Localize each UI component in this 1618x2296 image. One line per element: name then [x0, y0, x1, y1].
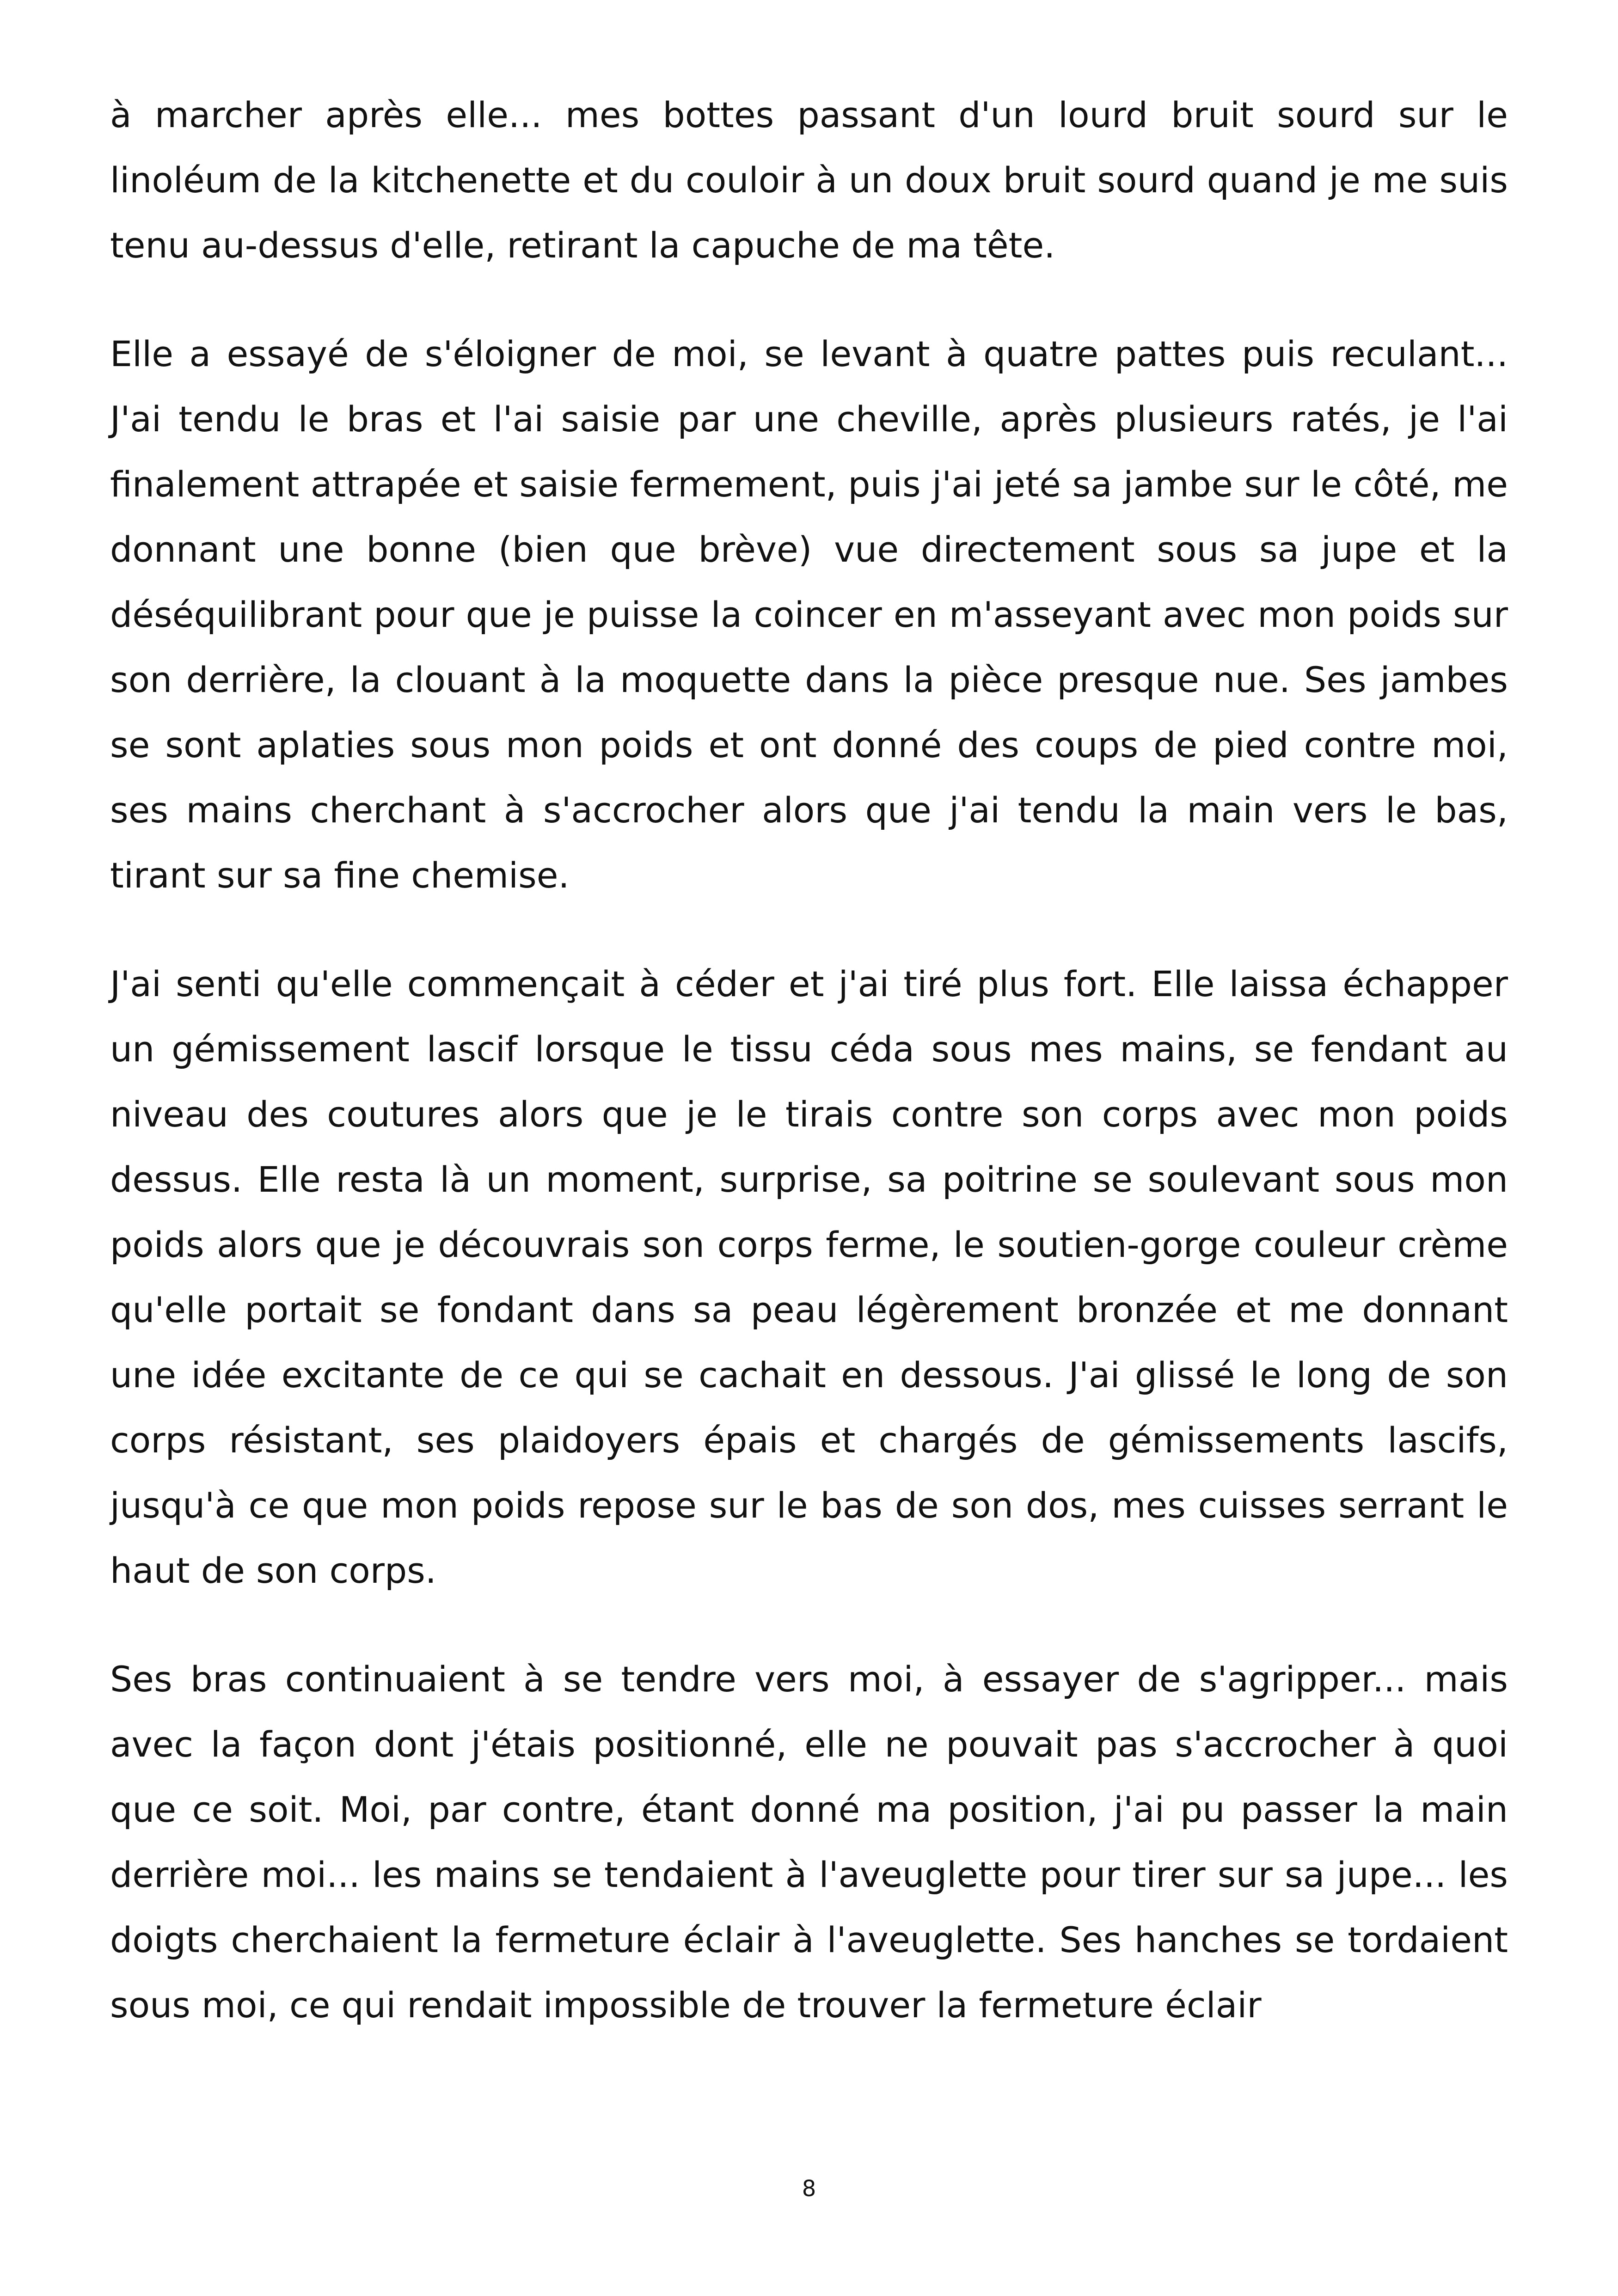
body-text [110, 82, 1508, 2038]
paragraph-3: J'ai senti qu'elle commençait à céder et j'ai tiré plus fort. Elle laissa échapper un gémissement lascif lorsque le tissu céda sous mes mains, se fendant au niveau des coutures alors que je le tirais contre son corps avec mon poids dessus. Elle resta là un moment, surprise, sa poitrine se soulevant sous mon poids alors que je découvrais son corps ferme, le soutien-gorge couleur crème qu'elle portait se fondant dans sa peau légèrement bronzée et me donnant une idée excitante de ce qui se cachait en dessous. J'ai glissé le long de son corps résistant, ses plaidoyers épais et chargés de gémissements lascifs, jusqu'à ce que mon poids repose sur le bas de son dos, mes cuisses serrant le haut de son corps. [110, 963, 1508, 1591]
paragraph-4: Ses bras continuaient à se tendre vers moi, à essayer de s'agripper... mais avec la façon dont j'étais positionné, elle ne pouvait pas s'accrocher à quoi que ce soit. Moi, par contre, étant donné ma position, j'ai pu passer la main derrière moi... les mains se tendaient à l'aveuglette pour tirer sur sa jupe... les doigts cherchaient la fermeture éclair à l'aveuglette. Ses hanches se tordaient sous moi, ce qui rendait impossible de trouver la fermeture éclair [110, 1659, 1508, 2026]
paragraph-2: Elle a essayé de s'éloigner de moi, se levant à quatre pattes puis reculant... J'ai tendu le bras et l'ai saisie par une cheville, après plusieurs ratés, je l'ai finalement attrapée et saisie fermement, puis j'ai jeté sa jambe sur le côté, me donnant une bonne (bien que brève) vue directement sous sa jupe et la déséquilibrant pour que je puisse la coincer en m'asseyant avec mon poids sur son derrière, la clouant à la moquette dans la pièce presque nue. Ses jambes se sont aplaties sous mon poids et ont donné des coups de pied contre moi, ses mains cherchant à s'accrocher alors que j'ai tendu la main vers le bas, tirant sur sa fine chemise. [110, 333, 1508, 896]
page-number: 8 [802, 2176, 816, 2202]
paragraph-1: à marcher après elle... mes bottes passant d'un lourd bruit sourd sur le linoléum de la kitchenette et du couloir à un doux bruit sourd quand je me suis tenu au-dessus d'elle, retirant la capuche de ma tête. [110, 94, 1508, 266]
